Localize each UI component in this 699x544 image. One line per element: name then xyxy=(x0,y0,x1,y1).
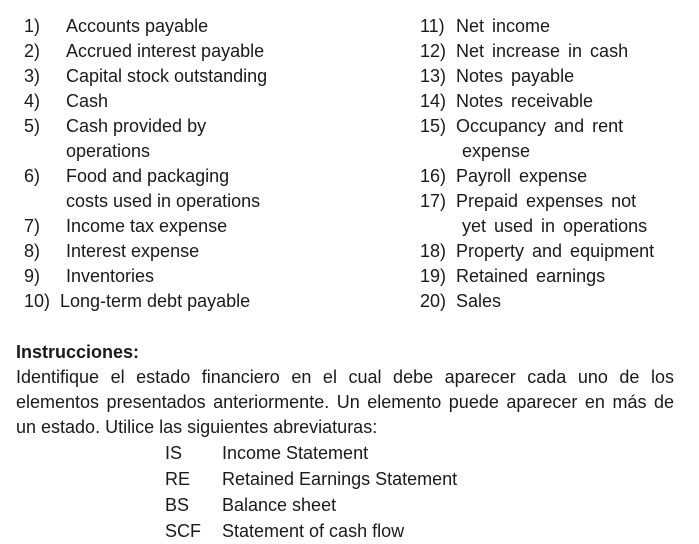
item-label: Occupancy and rent xyxy=(456,116,624,136)
item-label: Sales xyxy=(456,291,502,311)
item-label: Retained earnings xyxy=(456,266,606,286)
item-number: 1) xyxy=(24,16,41,36)
list-item xyxy=(420,289,690,314)
list-item xyxy=(24,64,364,89)
item-label: Accounts payable xyxy=(66,16,209,36)
item-number: 8) xyxy=(24,241,41,261)
abbreviation-meaning: Statement of cash flow xyxy=(222,521,405,541)
list-item xyxy=(24,289,364,314)
item-number: 17) xyxy=(420,191,447,211)
list-item xyxy=(420,164,690,189)
item-label: Net increase in cash xyxy=(456,41,629,61)
list-item xyxy=(420,64,690,89)
item-number: 10) xyxy=(24,291,51,311)
item-number: 3) xyxy=(24,66,41,86)
abbreviation-code: BS xyxy=(165,495,190,515)
list-item xyxy=(420,239,690,264)
item-number: 18) xyxy=(420,241,447,261)
item-label: Accrued interest payable xyxy=(66,41,265,61)
list-item xyxy=(420,39,690,64)
item-label: Income tax expense xyxy=(66,216,228,236)
item-number: 6) xyxy=(24,166,41,186)
item-label: Notes receivable xyxy=(456,91,594,111)
item-number: 13) xyxy=(420,66,447,86)
item-label: Cash provided by xyxy=(66,116,207,136)
list-item xyxy=(24,114,364,139)
abbreviation-row xyxy=(165,492,457,518)
list-item xyxy=(24,214,364,239)
item-number: 11) xyxy=(420,16,445,36)
list-item xyxy=(24,239,364,264)
items-list-right xyxy=(420,14,690,314)
item-label: Cash xyxy=(66,91,109,111)
list-item xyxy=(420,189,690,214)
list-item xyxy=(24,264,364,289)
item-label: Net income xyxy=(456,16,551,36)
list-item xyxy=(24,14,364,39)
item-number: 5) xyxy=(24,116,41,136)
item-label-continuation: operations xyxy=(66,141,151,161)
item-number: 12) xyxy=(420,41,447,61)
list-item xyxy=(24,89,364,114)
abbreviation-code: SCF xyxy=(165,521,201,541)
list-item xyxy=(24,164,364,189)
list-item xyxy=(420,114,690,139)
list-item xyxy=(24,39,364,64)
item-label: Food and packaging xyxy=(66,166,230,186)
abbreviation-row xyxy=(165,466,457,492)
item-label: Long-term debt payable xyxy=(60,291,251,311)
abbreviation-meaning: Income Statement xyxy=(222,443,369,463)
abbreviation-code: IS xyxy=(165,443,183,463)
item-label: Prepaid expenses not xyxy=(456,191,637,211)
item-number: 15) xyxy=(420,116,447,136)
list-item xyxy=(420,14,690,39)
item-label: Property and equipment xyxy=(456,241,655,261)
abbreviation-meaning: Retained Earnings Statement xyxy=(222,469,458,489)
item-label: Payroll expense xyxy=(456,166,588,186)
list-item xyxy=(420,264,690,289)
item-number: 9) xyxy=(24,266,41,286)
abbreviation-code: RE xyxy=(165,469,191,489)
instructions-title: Instrucciones: xyxy=(16,342,140,362)
abbreviation-meaning: Balance sheet xyxy=(222,495,337,515)
abbreviations-list xyxy=(165,440,457,544)
item-label: Interest expense xyxy=(66,241,200,261)
items-list-left xyxy=(24,14,364,314)
item-number: 19) xyxy=(420,266,447,286)
item-number: 14) xyxy=(420,91,447,111)
item-label-continuation: costs used in operations xyxy=(66,191,261,211)
item-label-continuation: expense xyxy=(462,141,531,161)
item-label: Capital stock outstanding xyxy=(66,66,268,86)
item-number: 2) xyxy=(24,41,41,61)
item-label: Notes payable xyxy=(456,66,575,86)
item-number: 20) xyxy=(420,291,447,311)
item-number: 16) xyxy=(420,166,447,186)
list-item xyxy=(420,89,690,114)
item-number: 7) xyxy=(24,216,41,236)
abbreviation-row xyxy=(165,518,457,544)
item-number: 4) xyxy=(24,91,41,111)
instructions-text: Identifique el estado financiero en el cual debe aparecer cada uno de los elementos presentados anteriormente. Un elemento puede aparecer en más de un estado. Utilice las siguientes abreviaturas: xyxy=(16,367,674,437)
abbreviation-row xyxy=(165,440,457,466)
instructions-section xyxy=(16,340,674,440)
item-label: Inventories xyxy=(66,266,155,286)
item-label-continuation: yet used in operations xyxy=(462,216,648,236)
